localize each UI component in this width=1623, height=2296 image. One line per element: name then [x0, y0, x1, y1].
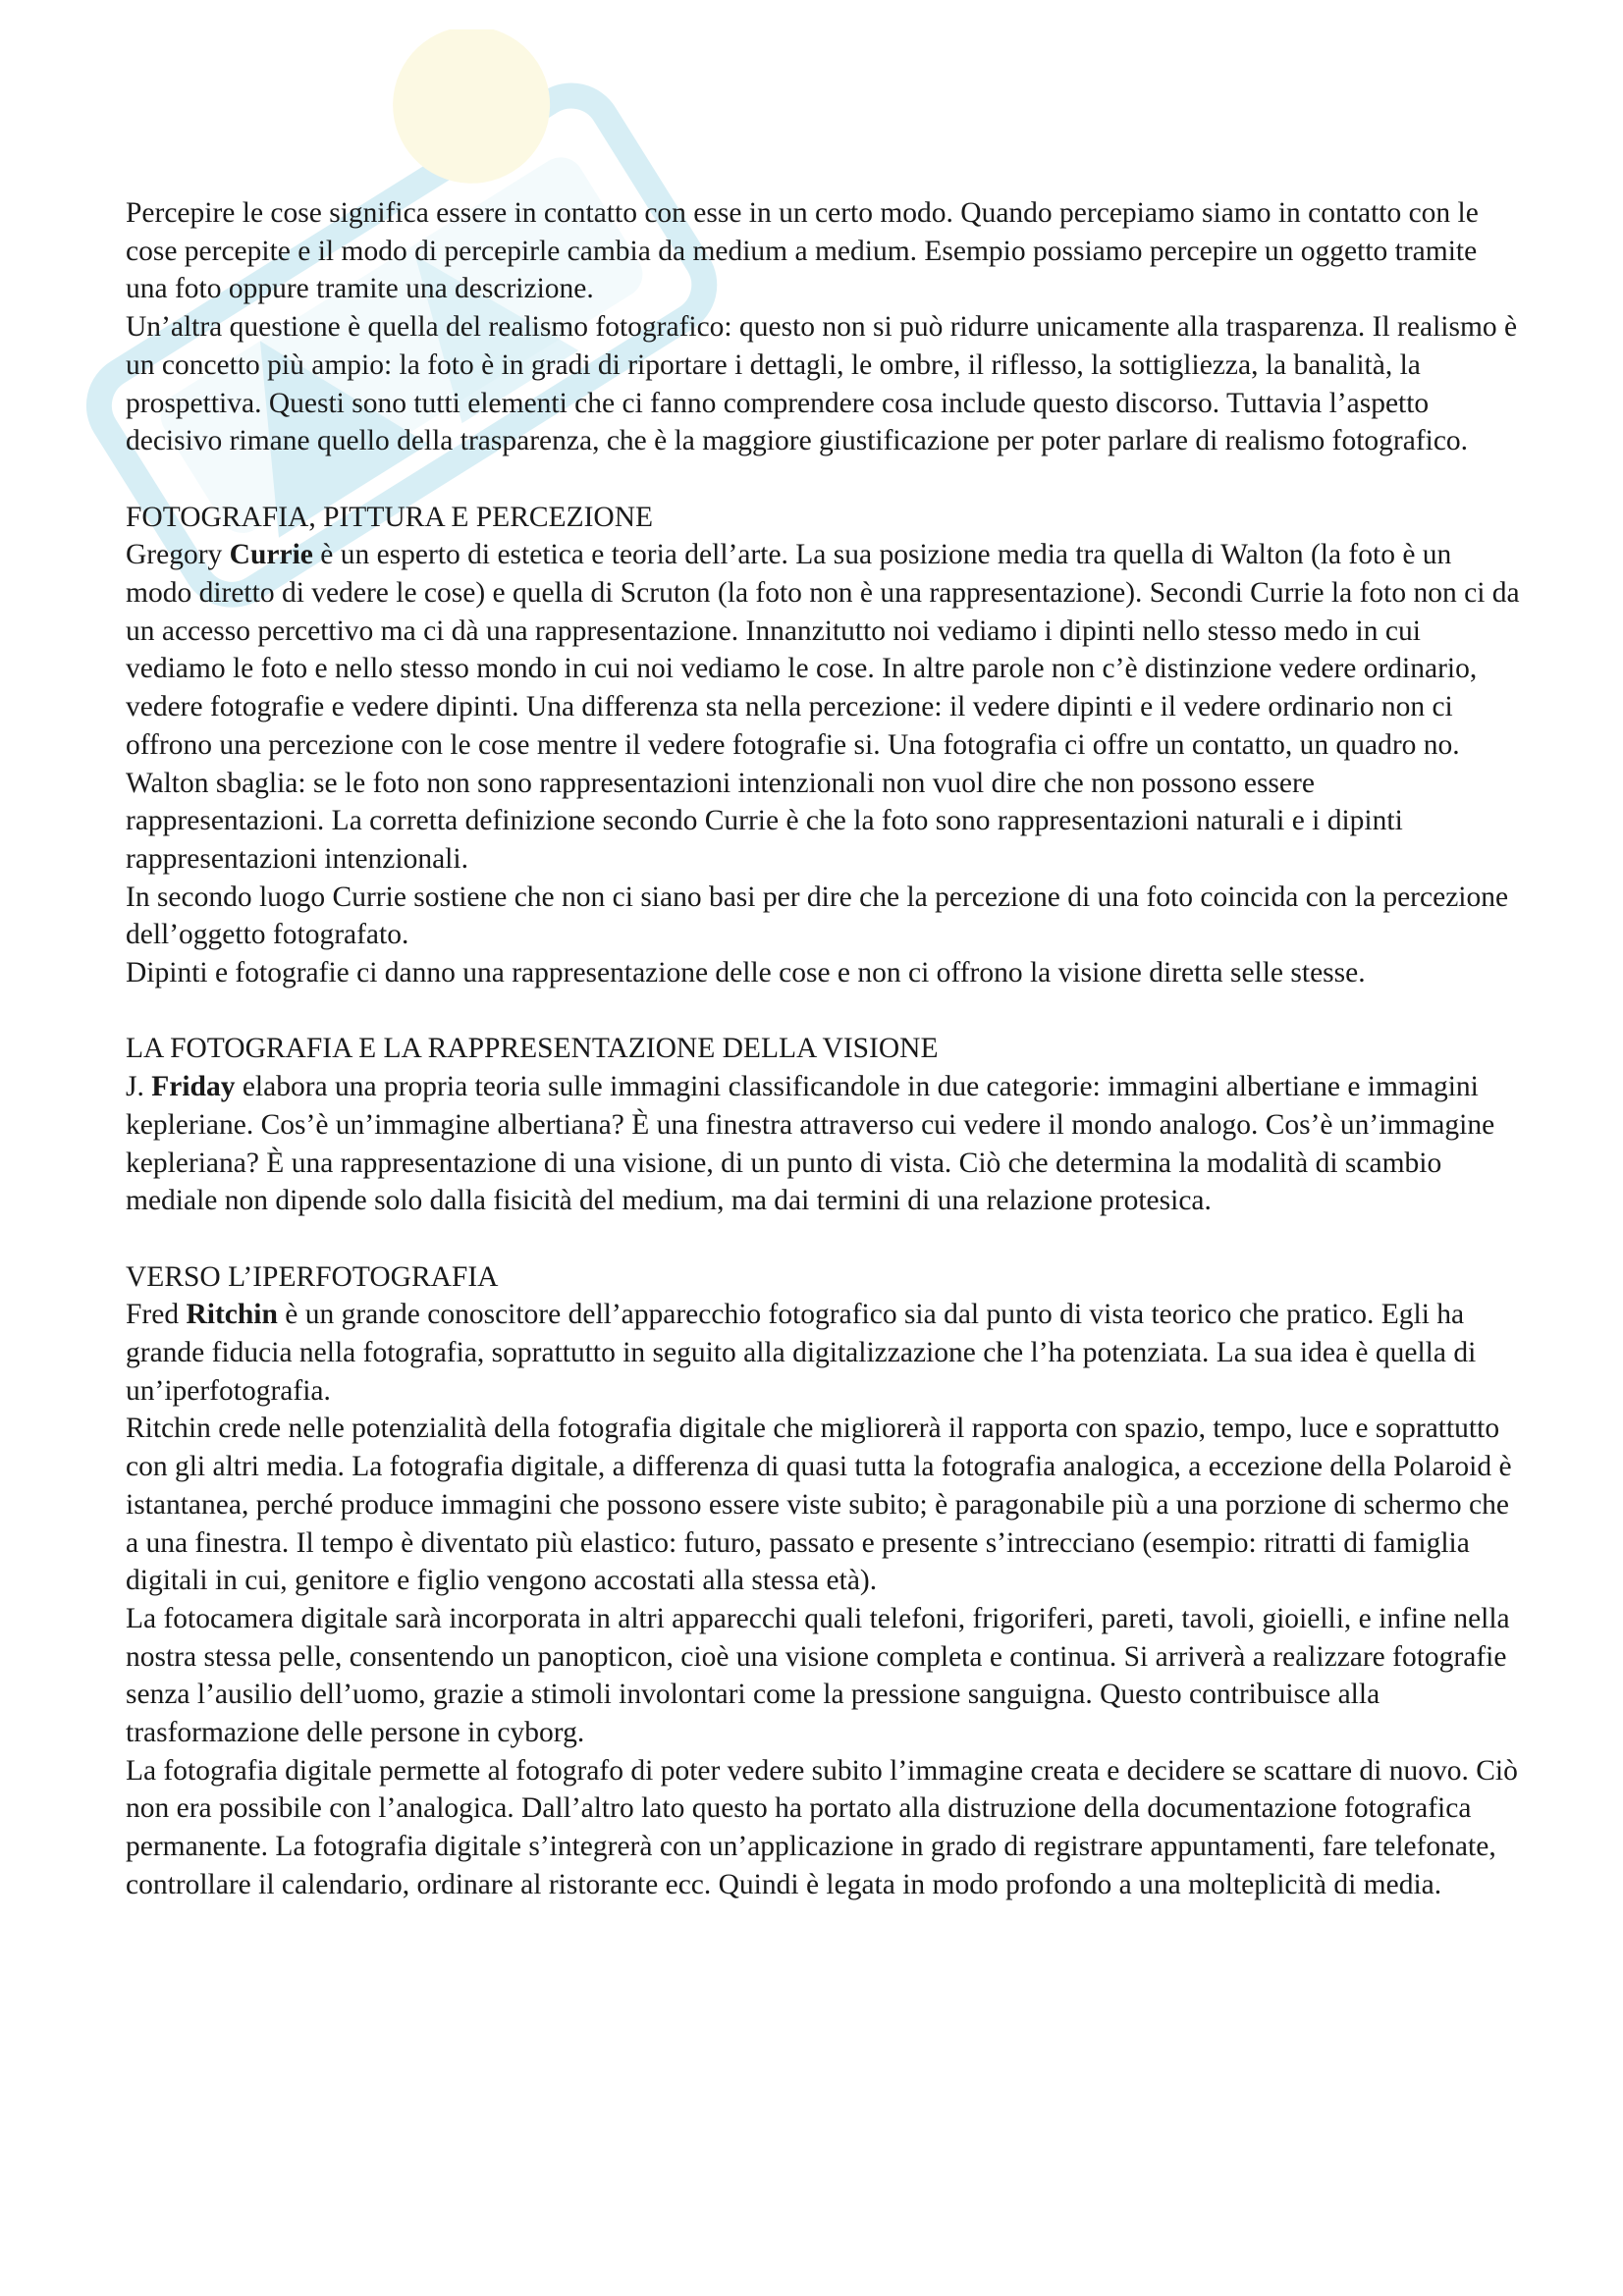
text-run: Gregory [126, 539, 230, 571]
text-run: elabora una propria teoria sulle immagini classificandole in due categorie: immagini albertiane e immagini kepleriane. Cos’è un’immagine albertiana? È una finestra attraverso cui vedere il mondo analogo. Cos’è un’immagine kepleriana? È una rappresentazione di una visione, di un punto di vista. Ciò che determina la modalità di scambio mediale non dipende solo dalla fisicità del medium, ma dai termini di una relazione protesica. [126, 1071, 1495, 1217]
text-run: è un esperto di estetica e teoria dell’arte. La sua posizione media tra quella di Walton (la foto è un modo diretto di vedere le cose) e quella di Scruton (la foto non è una rappresentazione). Secondi Currie la foto non ci da un accesso percettivo ma ci dà una rappresentazione. Innanzitutto noi vediamo i dipinti nello stesso medo in cui vediamo le foto e nello stesso mondo in cui noi vediamo le cose. In altre parole non c’è distinzione vedere ordinario, vedere fotografie e vedere dipinti. Una differenza sta nella percezione: il vedere dipinti e il vedere ordinario non ci offrono una percezione con le cose mentre il vedere fotografie si. Una fotografia ci offre un contatto, un quadro no. [126, 539, 1520, 761]
paragraph: Dipinti e fotografie ci danno una rappresentazione delle cose e non ci offrono la visione diretta selle stesse. [126, 957, 1366, 989]
author-name: Currie [229, 539, 313, 571]
text-run: Fred [126, 1299, 187, 1331]
paragraph: Ritchin crede nelle potenzialità della fotografia digitale che migliorerà il rapporta con spazio, tempo, luce e soprattutto con gli altri media. La fotografia digitale, a differenza di quasi tutta la fotografia analogica, a eccezione della Polaroid è istantanea, perché produce immagini che possono essere viste subito; è paragonabile più a una porzione di schermo che a una finestra. Il tempo è diventato più elastico: futuro, passato e presente s’intrecciano (esempio: ritratti di famiglia digitali in cui, genitore e figlio vengono accostati alla stessa età). [126, 1413, 1512, 1597]
paragraph: Un’altra questione è quella del realismo fotografico: questo non si può ridurre unicamente alla trasparenza. Il realismo è un concetto più ampio: la foto è in gradi di riportare i dettagli, le ombre, il riflesso, la sottigliezza, la banalità, la prospettiva. Questi sono tutti elementi che ci fanno comprendere cosa include questo discorso. Tuttavia l’aspetto decisivo rimane quello della trasparenza, che è la maggiore giustificazione per poter parlare di realismo fotografico. [126, 311, 1518, 457]
author-name: Ritchin [186, 1299, 278, 1331]
document-body [126, 194, 1520, 1904]
section-heading-rappresentazione-visione: LA FOTOGRAFIA E LA RAPPRESENTAZIONE DELLA VISIONE [126, 1033, 939, 1065]
paragraph: Walton sbaglia: se le foto non sono rappresentazioni intenzionali non vuol dire che non possono essere rappresentazioni. La corretta definizione secondo Currie è che la foto sono rappresentazioni naturali e i dipinti rappresentazioni intenzionali. [126, 767, 1403, 875]
text-run: è un grande conoscitore dell’apparecchio fotografico sia dal punto di vista teorico che pratico. Egli ha grande fiducia nella fotografia, soprattutto in seguito alla digitalizzazione che l’ha potenziata. La sua idea è quella di un’iperfotografia. [126, 1299, 1477, 1407]
paragraph [126, 1296, 1520, 1410]
blank-line [126, 1220, 1520, 1258]
paragraph: Percepire le cose significa essere in contatto con esse in un certo modo. Quando percepiamo siamo in contatto con le cose percepite e il modo di percepirle cambia da medium a medium. Esempio possiamo percepire un oggetto tramite una foto oppure tramite una descrizione. [126, 197, 1479, 305]
blank-line [126, 460, 1520, 499]
paragraph: In secondo luogo Currie sostiene che non ci siano basi per dire che la percezione di una foto coincida con la percezione dell’oggetto fotografato. [126, 881, 1509, 951]
paragraph [126, 1068, 1520, 1220]
paragraph: La fotocamera digitale sarà incorporata in altri apparecchi quali telefoni, frigoriferi, pareti, tavoli, gioielli, e infine nella nostra stessa pelle, consentendo un panopticon, cioè una visione completa e continua. Si arriverà a realizzare fotografie senza l’ausilio dell’uomo, grazie a stimoli involontari come la pressione sanguigna. Questo contribuisce alla trasformazione delle persone in cyborg. [126, 1602, 1510, 1749]
paragraph [126, 536, 1520, 764]
section-heading-fotografia-pittura: FOTOGRAFIA, PITTURA E PERCEZIONE [126, 501, 654, 533]
blank-line [126, 992, 1520, 1031]
text-run: J. [126, 1071, 152, 1103]
paragraph: La fotografia digitale permette al fotografo di poter vedere subito l’immagine creata e decidere se scattare di nuovo. Ciò non era possibile con l’analogica. Dall’altro lato questo ha portato alla distruzione della documentazione fotografica permanente. La fotografia digitale s’integrerà con un’applicazione in grado di registrare appuntamenti, fare telefonate, controllare il calendario, ordinare al ristorante ecc. Quindi è legata in modo profondo a una molteplicità di media. [126, 1754, 1518, 1900]
section-heading-iperfotografia: VERSO L’IPERFOTOGRAFIA [126, 1260, 499, 1293]
author-name: Friday [151, 1071, 236, 1103]
